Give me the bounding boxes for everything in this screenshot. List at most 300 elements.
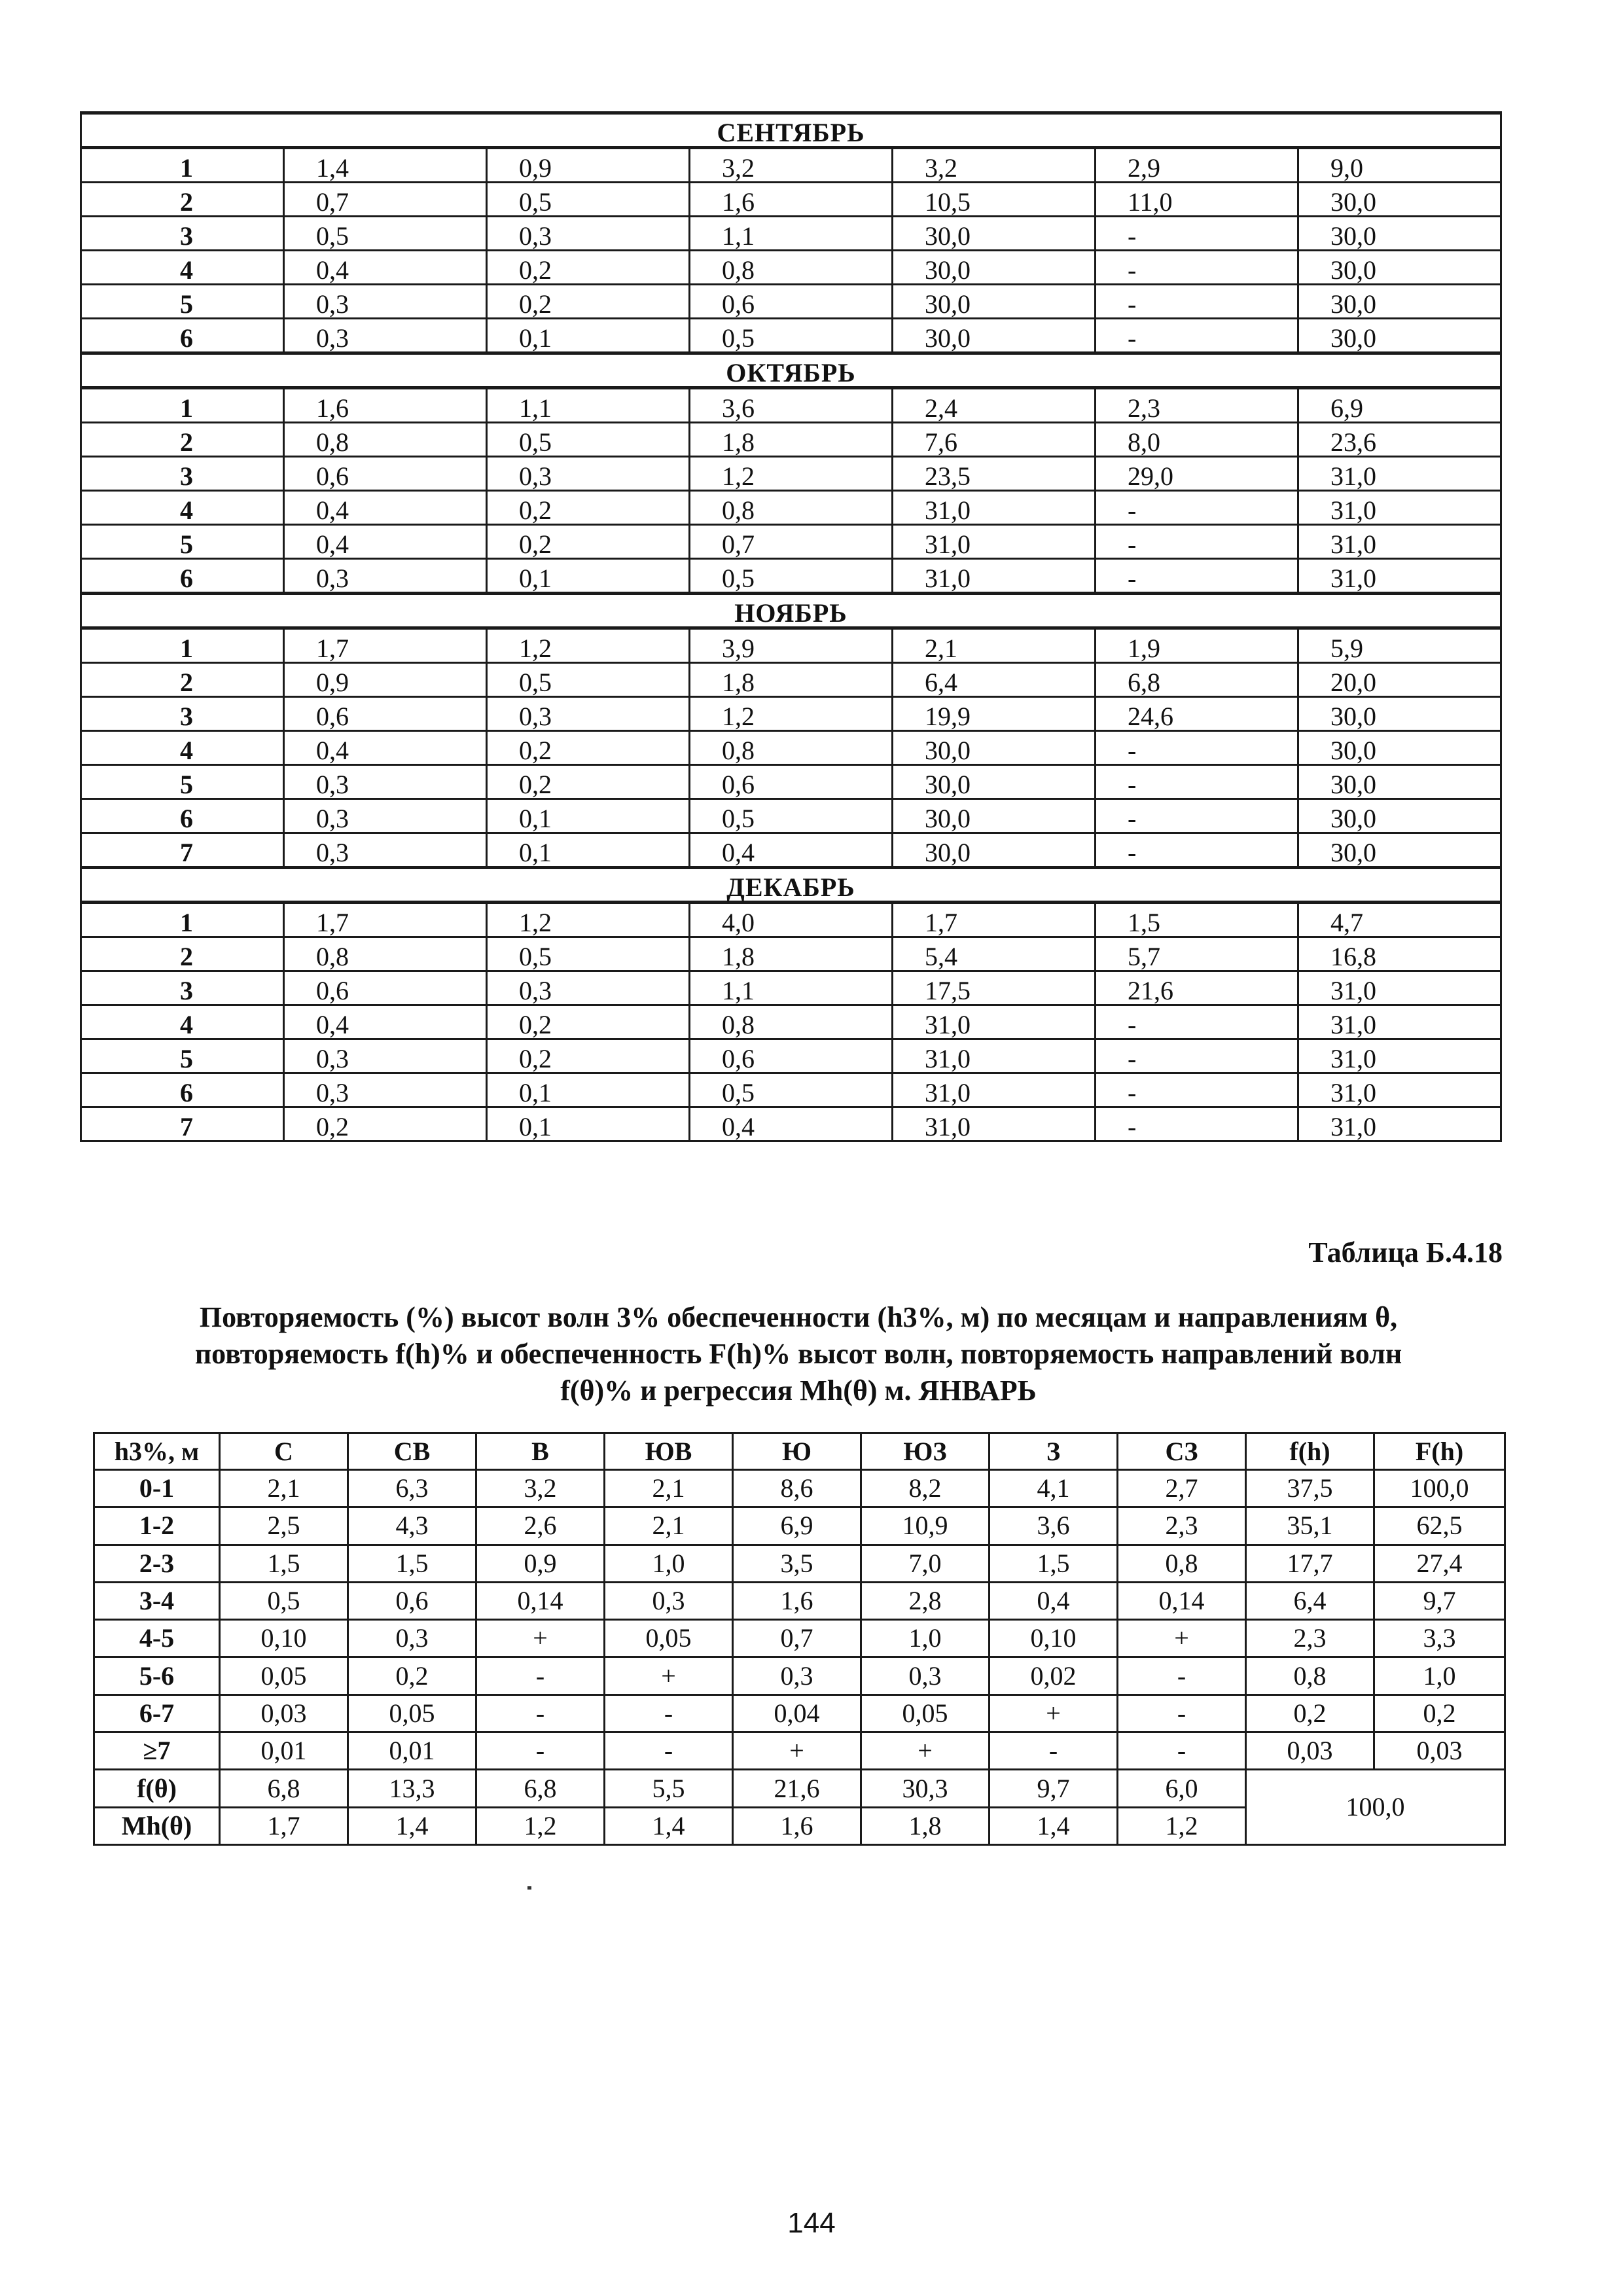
- table-cell: 2,3: [1118, 1507, 1246, 1545]
- table-cell: 0,4: [284, 731, 487, 765]
- row-index: 2: [81, 423, 284, 457]
- month-name: ДЕКАБРЬ: [81, 868, 1501, 903]
- table-cell: 31,0: [893, 525, 1096, 559]
- row-index: 7: [81, 833, 284, 868]
- table-cell: 30,0: [1298, 731, 1501, 765]
- table-cell: 0,10: [990, 1620, 1118, 1657]
- table-cell: 0,8: [690, 1005, 893, 1039]
- table-cell: -: [476, 1695, 605, 1732]
- table-cell: 2,3: [1096, 388, 1298, 423]
- table-cell: 1,7: [284, 903, 487, 937]
- table-cell: 30,0: [1298, 765, 1501, 799]
- table-cell: 0,7: [284, 183, 487, 217]
- table-cell: 20,0: [1298, 663, 1501, 697]
- table-cell: 10,9: [861, 1507, 990, 1545]
- table-cell: 21,6: [1096, 971, 1298, 1005]
- table-cell: 1,8: [690, 937, 893, 971]
- table-cell: +: [990, 1695, 1118, 1732]
- row-index: 3: [81, 217, 284, 251]
- table-cell: 5,4: [893, 937, 1096, 971]
- row-header: 1-2: [94, 1507, 220, 1545]
- table-cell: 0,5: [487, 937, 690, 971]
- table-cell: -: [605, 1732, 733, 1770]
- table-cell: 6,8: [220, 1770, 348, 1807]
- row-index: 1: [81, 628, 284, 663]
- column-header: ЮВ: [605, 1433, 733, 1470]
- table-cell: 0,1: [487, 1073, 690, 1107]
- table-cell: 0,2: [1246, 1695, 1374, 1732]
- table-cell: 0,8: [284, 423, 487, 457]
- table-cell: 6,8: [1096, 663, 1298, 697]
- row-index: 5: [81, 765, 284, 799]
- table-cell: 0,5: [690, 1073, 893, 1107]
- table-cell: 2,9: [1096, 148, 1298, 183]
- table-cell: 29,0: [1096, 457, 1298, 491]
- month-name: НОЯБРЬ: [81, 594, 1501, 628]
- table-cell: 1,9: [1096, 628, 1298, 663]
- column-header: ЮЗ: [861, 1433, 990, 1470]
- table-row: [94, 1545, 1505, 1582]
- table-cell: 30,0: [1298, 285, 1501, 319]
- row-index: 6: [81, 319, 284, 353]
- table-cell: 9,7: [990, 1770, 1118, 1807]
- table-cell: 0,9: [284, 663, 487, 697]
- table-cell: -: [476, 1657, 605, 1695]
- caption-line: Повторяемость (%) высот волн 3% обеспеченности (h3%, м) по месяцам и направлениям θ,: [199, 1301, 1398, 1333]
- table-cell: 5,5: [605, 1770, 733, 1807]
- table-cell: 0,2: [284, 1107, 487, 1141]
- table-cell: -: [1096, 491, 1298, 525]
- table-cell: 3,6: [690, 388, 893, 423]
- table-cell: 2,1: [893, 628, 1096, 663]
- table-cell: 2,6: [476, 1507, 605, 1545]
- table-cell: 1,5: [1096, 903, 1298, 937]
- table-cell: 1,4: [605, 1807, 733, 1844]
- row-index: 1: [81, 903, 284, 937]
- table-row: [94, 1657, 1505, 1695]
- table-cell: 0,1: [487, 559, 690, 594]
- table-cell: 0,6: [284, 971, 487, 1005]
- table-cell: 1,4: [284, 148, 487, 183]
- table-cell: 30,0: [893, 833, 1096, 868]
- table-cell: 27,4: [1374, 1545, 1505, 1582]
- f-theta-total: 100,0: [1246, 1770, 1505, 1845]
- table-cell: 1,8: [690, 423, 893, 457]
- table-cell: 1,5: [220, 1545, 348, 1582]
- table-cell: -: [1096, 285, 1298, 319]
- table-cell: 0,4: [690, 833, 893, 868]
- row-header: 5-6: [94, 1657, 220, 1695]
- table-cell: 0,04: [733, 1695, 861, 1732]
- table-cell: 0,9: [476, 1545, 605, 1582]
- table-cell: 35,1: [1246, 1507, 1374, 1545]
- row-index: 6: [81, 799, 284, 833]
- table-cell: 0,8: [690, 731, 893, 765]
- table-cell: 0,3: [733, 1657, 861, 1695]
- table-cell: 3,9: [690, 628, 893, 663]
- table-row: [81, 731, 1501, 765]
- table-cell: 0,5: [487, 423, 690, 457]
- table-cell: 0,3: [605, 1582, 733, 1619]
- table-cell: 13,3: [348, 1770, 476, 1807]
- table-cell: 2,1: [605, 1470, 733, 1507]
- table-row: [94, 1582, 1505, 1619]
- table-cell: 2,1: [220, 1470, 348, 1507]
- table-cell: 0,3: [861, 1657, 990, 1695]
- table-cell: 4,3: [348, 1507, 476, 1545]
- table-cell: 4,1: [990, 1470, 1118, 1507]
- table-cell: 0,5: [220, 1582, 348, 1619]
- table-cell: 7,6: [893, 423, 1096, 457]
- table-cell: 31,0: [1298, 1005, 1501, 1039]
- table-cell: 30,0: [893, 799, 1096, 833]
- table-cell: 1,1: [487, 388, 690, 423]
- table-cell: 0,3: [284, 319, 487, 353]
- table-cell: 30,0: [893, 217, 1096, 251]
- row-index: 5: [81, 285, 284, 319]
- table-cell: 0,01: [348, 1732, 476, 1770]
- table-cell: 1,7: [220, 1807, 348, 1844]
- row-header: 0-1: [94, 1470, 220, 1507]
- table-cell: 0,4: [284, 491, 487, 525]
- table-cell: -: [1118, 1657, 1246, 1695]
- table-cell: 0,4: [284, 251, 487, 285]
- table-cell: -: [1096, 525, 1298, 559]
- table-cell: 3,2: [476, 1470, 605, 1507]
- table-cell: 0,1: [487, 799, 690, 833]
- table-cell: 5,7: [1096, 937, 1298, 971]
- table-cell: 1,2: [690, 697, 893, 731]
- table-cell: 1,2: [487, 903, 690, 937]
- table-cell: 31,0: [1298, 1107, 1501, 1141]
- table-cell: 31,0: [1298, 559, 1501, 594]
- table-row: [81, 491, 1501, 525]
- table-cell: 9,0: [1298, 148, 1501, 183]
- table-cell: 0,3: [487, 697, 690, 731]
- table-cell: 17,5: [893, 971, 1096, 1005]
- table-cell: 0,2: [487, 731, 690, 765]
- table-cell: 0,03: [1374, 1732, 1505, 1770]
- table-cell: 0,1: [487, 1107, 690, 1141]
- table-cell: 0,3: [348, 1620, 476, 1657]
- column-header: СВ: [348, 1433, 476, 1470]
- table-row: [94, 1695, 1505, 1732]
- column-header: Ю: [733, 1433, 861, 1470]
- table-cell: 7,0: [861, 1545, 990, 1582]
- table-cell: +: [605, 1657, 733, 1695]
- table-cell: 31,0: [1298, 491, 1501, 525]
- table-row: [81, 697, 1501, 731]
- table-cell: +: [733, 1732, 861, 1770]
- table-cell: 3,3: [1374, 1620, 1505, 1657]
- column-header: В: [476, 1433, 605, 1470]
- table-row: [81, 457, 1501, 491]
- table-cell: 0,5: [487, 183, 690, 217]
- table-cell: 0,1: [487, 319, 690, 353]
- table-cell: 2,4: [893, 388, 1096, 423]
- table-cell: 6,9: [1298, 388, 1501, 423]
- table-cell: 0,8: [284, 937, 487, 971]
- table-cell: 1,6: [733, 1807, 861, 1844]
- table-cell: -: [1118, 1695, 1246, 1732]
- table-cell: 30,3: [861, 1770, 990, 1807]
- table-cell: -: [1096, 799, 1298, 833]
- table-cell: 0,3: [487, 971, 690, 1005]
- table-row: [81, 937, 1501, 971]
- table-cell: 1,6: [284, 388, 487, 423]
- table-cell: 0,02: [990, 1657, 1118, 1695]
- table-row: [94, 1507, 1505, 1545]
- table-cell: -: [1096, 1107, 1298, 1141]
- table-cell: 9,7: [1374, 1582, 1505, 1619]
- table-cell: 19,9: [893, 697, 1096, 731]
- table-cell: 0,7: [690, 525, 893, 559]
- table-number: Таблица Б.4.18: [1308, 1236, 1503, 1268]
- table-cell: 16,8: [1298, 937, 1501, 971]
- row-index: 4: [81, 491, 284, 525]
- table-cell: 0,6: [690, 765, 893, 799]
- table-cell: 0,8: [1118, 1545, 1246, 1582]
- table-row: [81, 285, 1501, 319]
- table-cell: 37,5: [1246, 1470, 1374, 1507]
- table-row: [81, 628, 1501, 663]
- table-cell: 6,8: [476, 1770, 605, 1807]
- table-cell: 0,5: [487, 663, 690, 697]
- table-cell: 0,5: [284, 217, 487, 251]
- table-cell: 0,3: [284, 833, 487, 868]
- row-index: 4: [81, 731, 284, 765]
- table-row: [94, 1470, 1505, 1507]
- table-cell: +: [1118, 1620, 1246, 1657]
- row-index: 4: [81, 1005, 284, 1039]
- table-cell: 30,0: [1298, 183, 1501, 217]
- table-cell: 0,2: [487, 765, 690, 799]
- table-cell: 0,2: [487, 1039, 690, 1073]
- table-cell: 24,6: [1096, 697, 1298, 731]
- table-cell: 6,4: [893, 663, 1096, 697]
- table-cell: 0,10: [220, 1620, 348, 1657]
- caption-line: f(θ)% и регрессия Mh(θ) м. ЯНВАРЬ: [560, 1374, 1037, 1407]
- table-cell: -: [1096, 251, 1298, 285]
- table-cell: 30,0: [1298, 799, 1501, 833]
- table-cell: 1,2: [1118, 1807, 1246, 1844]
- month-header-row: [81, 594, 1501, 628]
- table-row: [94, 1620, 1505, 1657]
- table-cell: 10,5: [893, 183, 1096, 217]
- table-row: [81, 1005, 1501, 1039]
- table-cell: 0,8: [690, 491, 893, 525]
- table-cell: 0,03: [1246, 1732, 1374, 1770]
- table-cell: 31,0: [1298, 1073, 1501, 1107]
- table-row: [81, 663, 1501, 697]
- table-cell: 0,2: [348, 1657, 476, 1695]
- table-row: [81, 971, 1501, 1005]
- table-cell: -: [1096, 559, 1298, 594]
- table-cell: 0,05: [861, 1695, 990, 1732]
- table-cell: 0,4: [284, 1005, 487, 1039]
- table-cell: 1,6: [690, 183, 893, 217]
- table-cell: 1,6: [733, 1582, 861, 1619]
- row-header: 6-7: [94, 1695, 220, 1732]
- table-cell: 6,0: [1118, 1770, 1246, 1807]
- table-cell: 5,9: [1298, 628, 1501, 663]
- table-cell: 31,0: [1298, 1039, 1501, 1073]
- table-cell: 31,0: [893, 1005, 1096, 1039]
- table-cell: 100,0: [1374, 1470, 1505, 1507]
- row-index: 2: [81, 183, 284, 217]
- row-index: 2: [81, 937, 284, 971]
- table-cell: 0,3: [284, 559, 487, 594]
- table-cell: 1,0: [605, 1545, 733, 1582]
- row-header: 2-3: [94, 1545, 220, 1582]
- table-cell: -: [1118, 1732, 1246, 1770]
- row-index: 1: [81, 148, 284, 183]
- table-cell: 31,0: [1298, 971, 1501, 1005]
- table-cell: 62,5: [1374, 1507, 1505, 1545]
- table-row: [81, 525, 1501, 559]
- caption-line: повторяемость f(h)% и обеспеченность F(h)% высот волн, повторяемость направлений волн: [194, 1338, 1402, 1370]
- table-cell: 0,4: [990, 1582, 1118, 1619]
- table-cell: 1,4: [348, 1807, 476, 1844]
- row-index: 6: [81, 1073, 284, 1107]
- row-index: 7: [81, 1107, 284, 1141]
- table-cell: 0,6: [690, 285, 893, 319]
- table-row: [81, 423, 1501, 457]
- table-cell: 3,2: [893, 148, 1096, 183]
- row-header: Mh(θ): [94, 1807, 220, 1844]
- scan-speck: [527, 1886, 531, 1890]
- table-cell: 31,0: [893, 1107, 1096, 1141]
- table-cell: 30,0: [1298, 217, 1501, 251]
- table-cell: 0,3: [284, 765, 487, 799]
- table-row: [81, 1107, 1501, 1141]
- row-header: ≥7: [94, 1732, 220, 1770]
- table-cell: 31,0: [1298, 457, 1501, 491]
- table-row: [81, 765, 1501, 799]
- table-cell: -: [1096, 217, 1298, 251]
- table-cell: 0,6: [284, 457, 487, 491]
- table-cell: 2,1: [605, 1507, 733, 1545]
- table-cell: 30,0: [893, 765, 1096, 799]
- table-cell: 23,5: [893, 457, 1096, 491]
- table-cell: -: [605, 1695, 733, 1732]
- column-header: СЗ: [1118, 1433, 1246, 1470]
- month-name: СЕНТЯБРЬ: [81, 113, 1501, 148]
- table-cell: 0,2: [487, 251, 690, 285]
- table-cell: 1,1: [690, 217, 893, 251]
- table-cell: 30,0: [1298, 319, 1501, 353]
- table-row: [81, 251, 1501, 285]
- table-cell: -: [1096, 1073, 1298, 1107]
- f-theta-row: [94, 1770, 1505, 1807]
- table-cell: 21,6: [733, 1770, 861, 1807]
- table-cell: 30,0: [893, 319, 1096, 353]
- row-index: 4: [81, 251, 284, 285]
- table-cell: 31,0: [1298, 525, 1501, 559]
- column-header: h3%, м: [94, 1433, 220, 1470]
- row-index: 5: [81, 525, 284, 559]
- table-cell: 0,8: [690, 251, 893, 285]
- table-cell: 0,2: [487, 491, 690, 525]
- table-cell: 30,0: [893, 251, 1096, 285]
- table-cell: 1,2: [476, 1807, 605, 1844]
- table-cell: 0,3: [487, 457, 690, 491]
- table-cell: 8,6: [733, 1470, 861, 1507]
- table-cell: 8,0: [1096, 423, 1298, 457]
- table-row: [81, 319, 1501, 353]
- row-index: 3: [81, 457, 284, 491]
- table-cell: 4,0: [690, 903, 893, 937]
- table-cell: 0,4: [284, 525, 487, 559]
- month-header-row: [81, 353, 1501, 388]
- row-index: 3: [81, 971, 284, 1005]
- row-index: 1: [81, 388, 284, 423]
- table-cell: 11,0: [1096, 183, 1298, 217]
- table-cell: -: [1096, 1039, 1298, 1073]
- table-cell: 1,1: [690, 971, 893, 1005]
- table-cell: 0,05: [348, 1695, 476, 1732]
- row-index: 2: [81, 663, 284, 697]
- table-row: [81, 388, 1501, 423]
- table-cell: 0,6: [348, 1582, 476, 1619]
- table-cell: 0,4: [690, 1107, 893, 1141]
- table-cell: 3,6: [990, 1507, 1118, 1545]
- column-header: f(h): [1246, 1433, 1374, 1470]
- table-cell: 0,2: [487, 1005, 690, 1039]
- table-cell: 0,3: [284, 1039, 487, 1073]
- table-cell: 31,0: [893, 1039, 1096, 1073]
- table-row: [81, 559, 1501, 594]
- table-cell: 1,8: [690, 663, 893, 697]
- table-cell: 6,3: [348, 1470, 476, 1507]
- table-cell: 0,14: [1118, 1582, 1246, 1619]
- table-row: [94, 1732, 1505, 1770]
- table-cell: 1,2: [487, 628, 690, 663]
- table-row: [81, 183, 1501, 217]
- table-row: [81, 799, 1501, 833]
- table-cell: 0,3: [284, 799, 487, 833]
- table-cell: -: [990, 1732, 1118, 1770]
- table-cell: 1,5: [348, 1545, 476, 1582]
- table-cell: 0,5: [690, 799, 893, 833]
- table-cell: 31,0: [893, 1073, 1096, 1107]
- table-cell: +: [861, 1732, 990, 1770]
- table-row: [81, 1039, 1501, 1073]
- table-cell: 1,7: [284, 628, 487, 663]
- table-cell: 0,1: [487, 833, 690, 868]
- january-wave-table: [93, 1432, 1506, 1846]
- table-cell: 6,9: [733, 1507, 861, 1545]
- table-cell: 3,5: [733, 1545, 861, 1582]
- row-header: 3-4: [94, 1582, 220, 1619]
- table-cell: 1,5: [990, 1545, 1118, 1582]
- table-cell: -: [476, 1732, 605, 1770]
- table-cell: 1,2: [690, 457, 893, 491]
- table-cell: 0,6: [284, 697, 487, 731]
- table-cell: 0,8: [1246, 1657, 1374, 1695]
- table-cell: 6,4: [1246, 1582, 1374, 1619]
- month-header-row: [81, 113, 1501, 148]
- month-name: ОКТЯБРЬ: [81, 353, 1501, 388]
- table-cell: 2,7: [1118, 1470, 1246, 1507]
- table-cell: 31,0: [893, 491, 1096, 525]
- table-row: [81, 903, 1501, 937]
- table-cell: 0,3: [487, 217, 690, 251]
- column-header: З: [990, 1433, 1118, 1470]
- monthly-wave-table: [80, 111, 1502, 1142]
- table-cell: 0,2: [487, 525, 690, 559]
- table-caption: [98, 1299, 1499, 1409]
